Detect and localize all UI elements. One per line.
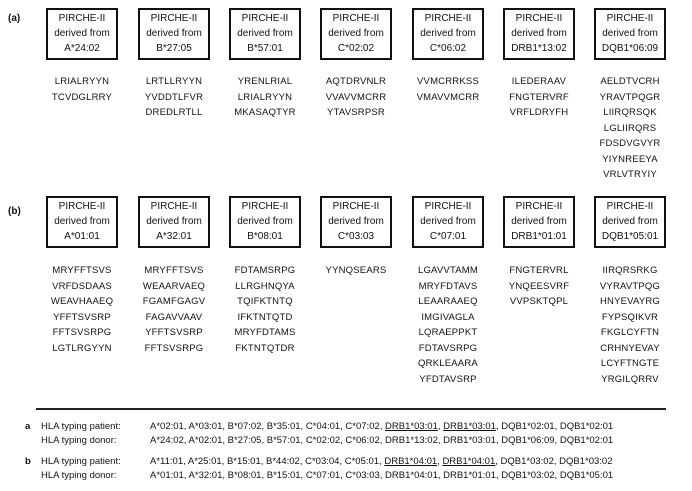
allele-box-line: PIRCHE-II — [58, 201, 106, 213]
allele-box — [320, 196, 392, 248]
peptide-list — [132, 263, 216, 356]
allele-text: , — [437, 421, 444, 432]
peptide: IFKTNTQTD — [237, 311, 293, 323]
peptide: QRKLEAARA — [418, 358, 478, 369]
mismatch-allele: DRB1*04:01 — [442, 456, 496, 467]
allele-box-line: PIRCHE-II — [332, 201, 380, 213]
peptide-list — [497, 74, 581, 121]
typing-row-patient — [25, 455, 685, 469]
peptide-list — [314, 74, 398, 121]
mismatch-allele: DRB1*03:01 — [443, 421, 496, 432]
allele-box-line: C*02:02 — [337, 42, 375, 54]
peptide: LCYFTNGTE — [600, 358, 660, 369]
typing-alleles — [150, 420, 613, 433]
allele-text: , — [437, 456, 443, 467]
peptide: YRGILQRRV — [601, 373, 659, 385]
allele-box-line: derived from — [237, 27, 293, 39]
typing-row-donor — [25, 434, 685, 448]
peptide: YYNQSEARS — [325, 265, 387, 276]
peptide: FKGLCYFTN — [600, 327, 660, 338]
peptide: VMAVVMCRR — [416, 91, 480, 103]
typing-alleles: A*01:01, A*32:01, B*08:01, B*15:01, C*07:01, C*03:03, DRB1*04:01, DRB1*01:01, DQB1*03:02, DQB1*05:01 — [150, 470, 614, 481]
allele-text: A*11:01, A*25:01, B*15:01, B*44:02, C*03:04, C*05:01, — [150, 456, 385, 467]
peptide: WEAARVAEQ — [142, 280, 206, 292]
allele-box-line: DQB1*05:01 — [601, 230, 659, 242]
peptide-list — [223, 74, 307, 121]
allele-box-line: PIRCHE-II — [241, 201, 289, 213]
peptide: YRENLRIAL — [237, 76, 293, 87]
allele-box-line: PIRCHE-II — [606, 13, 654, 25]
allele-box — [594, 8, 666, 60]
panel-label: (a) — [8, 13, 21, 24]
peptide: LRIALRYYN — [237, 91, 293, 103]
peptide-list — [132, 74, 216, 121]
peptide: MRYFFTSVS — [52, 265, 112, 276]
allele-box — [138, 196, 210, 248]
peptide: VVMCRRKSS — [417, 76, 479, 87]
peptide: LGLIIRQRS — [603, 122, 657, 134]
peptide: LIIRQRSQK — [603, 107, 657, 118]
allele-box-line: C*03:03 — [337, 230, 375, 242]
typing-tag: b — [25, 456, 31, 467]
peptide: FDTAVSRPG — [418, 342, 478, 354]
allele-box-line: B*08:01 — [247, 230, 283, 242]
peptide: FNGTERVRF — [509, 91, 569, 103]
peptide: YTAVSRPSR — [327, 107, 385, 118]
allele-box — [138, 8, 210, 60]
allele-box — [320, 8, 392, 60]
peptide: IIRQRSRKG — [602, 265, 658, 276]
peptide: FDSDVGVYR — [599, 138, 661, 149]
peptide: FYPSQIKVR — [601, 311, 659, 323]
peptide: AELDTVCRH — [600, 76, 660, 87]
allele-box — [229, 8, 301, 60]
allele-box-line: derived from — [511, 215, 567, 227]
peptide: WEAVHAAEQ — [50, 296, 114, 307]
peptide: LEAARAAEQ — [418, 296, 478, 307]
mismatch-allele: DRB1*03:01 — [385, 421, 438, 432]
peptide: FNGTERVRL — [509, 265, 569, 276]
allele-box-line: PIRCHE-II — [515, 13, 563, 25]
allele-box-line: PIRCHE-II — [150, 13, 198, 25]
allele-box — [46, 196, 118, 248]
typing-label: HLA typing donor: — [41, 435, 117, 446]
typing-label: HLA typing patient: — [41, 421, 121, 432]
peptide: LRIALRYYN — [54, 76, 110, 87]
allele-box-line: PIRCHE-II — [424, 201, 472, 213]
typing-alleles — [150, 455, 613, 468]
peptide: FKTNTQTDR — [235, 342, 295, 354]
peptide: LQRAEPPKT — [418, 327, 478, 338]
allele-box-line: derived from — [237, 215, 293, 227]
peptide: MRYFFTSVS — [144, 265, 204, 276]
peptide: FGAMFGAGV — [142, 296, 206, 307]
allele-box-line: PIRCHE-II — [424, 13, 472, 25]
allele-box-line: PIRCHE-II — [332, 13, 380, 25]
peptide: DREDLRTLL — [145, 107, 203, 118]
peptide: VRFLDRYFH — [509, 107, 569, 118]
allele-box-line: derived from — [420, 215, 476, 227]
allele-box-line: PIRCHE-II — [606, 201, 654, 213]
allele-box-line: derived from — [54, 215, 110, 227]
peptide: LLRGHNQYA — [235, 280, 295, 292]
allele-box-line: B*57:01 — [247, 42, 283, 54]
peptide: YNQEESVRF — [508, 280, 570, 292]
peptide: VVAVVMCRR — [325, 91, 387, 103]
allele-box-line: derived from — [602, 27, 658, 39]
peptide: TQIFKTNTQ — [237, 296, 293, 307]
allele-box — [412, 196, 484, 248]
peptide: YRAVTPQGR — [599, 91, 661, 103]
allele-box-line: DQB1*06:09 — [601, 42, 659, 54]
allele-box-line: DRB1*13:02 — [511, 42, 567, 54]
allele-box-line: B*27:05 — [156, 42, 192, 54]
peptide: FDTAMSRPG — [234, 265, 296, 276]
peptide-list — [497, 263, 581, 310]
allele-box-line: PIRCHE-II — [58, 13, 106, 25]
allele-box-line: derived from — [602, 215, 658, 227]
peptide-list — [40, 263, 124, 356]
allele-box-line: derived from — [420, 27, 476, 39]
peptide: YVDDTLFVR — [144, 91, 204, 103]
allele-text: A*02:01, A*03:01, B*07:02, B*35:01, C*04:01, C*07:02, — [150, 421, 386, 432]
allele-box-line: derived from — [511, 27, 567, 39]
peptide-list — [406, 74, 490, 105]
peptide-list — [588, 74, 672, 183]
peptide: HNYEVAYRG — [599, 296, 661, 307]
peptide: AQTDRVNLR — [325, 76, 387, 87]
peptide: CRHNYEVAY — [600, 342, 660, 354]
peptide: YIYNREEYA — [602, 153, 658, 165]
peptide: ILEDERAAV — [511, 76, 567, 87]
allele-box — [412, 8, 484, 60]
peptide: YFDTAVSRP — [419, 373, 477, 385]
allele-box — [594, 196, 666, 248]
allele-box — [229, 196, 301, 248]
allele-box — [503, 8, 575, 60]
typing-alleles: A*24:02, A*02:01, B*27:05, B*57:01, C*02:02, C*06:02, DRB1*13:02, DRB1*03:01, DQB1*06:09, DQB1*02:01 — [150, 435, 614, 446]
allele-box-line: A*32:01 — [156, 230, 192, 242]
allele-box-line: C*07:01 — [429, 230, 467, 242]
peptide: LGAVVTAMM — [417, 265, 479, 276]
allele-box-line: derived from — [146, 215, 202, 227]
allele-box-line: DRB1*01:01 — [511, 230, 567, 242]
allele-box-line: derived from — [328, 27, 384, 39]
peptide: YFFTSVSRP — [53, 311, 111, 323]
peptide-list — [588, 263, 672, 387]
peptide: FAGAVVAAV — [145, 311, 203, 323]
peptide-list — [314, 263, 398, 279]
peptide-list — [40, 74, 124, 105]
allele-box-line: A*01:01 — [64, 230, 100, 242]
peptide: FFTSVSRPG — [52, 327, 112, 338]
peptide: VRFDSDAAS — [52, 280, 112, 292]
peptide: MKASAQTYR — [234, 107, 296, 118]
allele-box — [46, 8, 118, 60]
peptide: MRYFDTAMS — [234, 327, 296, 338]
allele-box-line: derived from — [328, 215, 384, 227]
allele-box-line: PIRCHE-II — [150, 201, 198, 213]
allele-box-line: PIRCHE-II — [515, 201, 563, 213]
typing-label: HLA typing patient: — [41, 456, 121, 467]
peptide: FFTSVSRPG — [144, 342, 204, 354]
panel-label: (b) — [8, 206, 21, 217]
peptide: MRYFDTAVS — [418, 280, 478, 292]
peptide: LRTLLRYYN — [145, 76, 203, 87]
peptide: VVPSKTQPL — [509, 296, 569, 307]
allele-box-line: A*24:02 — [64, 42, 100, 54]
typing-label: HLA typing donor: — [41, 470, 117, 481]
allele-box-line: PIRCHE-II — [241, 13, 289, 25]
typing-row-donor — [25, 469, 685, 483]
allele-text: , DQB1*02:01, DQB1*02:01 — [495, 421, 614, 432]
peptide: TCVDGLRRY — [51, 91, 113, 103]
mismatch-allele: DRB1*04:01 — [384, 456, 438, 467]
allele-text: , DQB1*03:02, DQB1*03:02 — [495, 456, 613, 467]
separator-line — [36, 408, 666, 410]
peptide: YFFTSVSRP — [145, 327, 203, 338]
typing-tag: a — [25, 421, 31, 432]
peptide: LGTLRGYYN — [52, 342, 112, 354]
allele-box-line: derived from — [54, 27, 110, 39]
peptide: IMGIVAGLA — [421, 311, 475, 323]
peptide: VRLVTRYIY — [603, 169, 657, 180]
allele-box — [503, 196, 575, 248]
typing-row-patient — [25, 420, 685, 434]
peptide-list — [406, 263, 490, 387]
peptide: VYRAVTPQG — [599, 280, 661, 292]
allele-box-line: C*06:02 — [429, 42, 467, 54]
peptide-list — [223, 263, 307, 356]
allele-box-line: derived from — [146, 27, 202, 39]
